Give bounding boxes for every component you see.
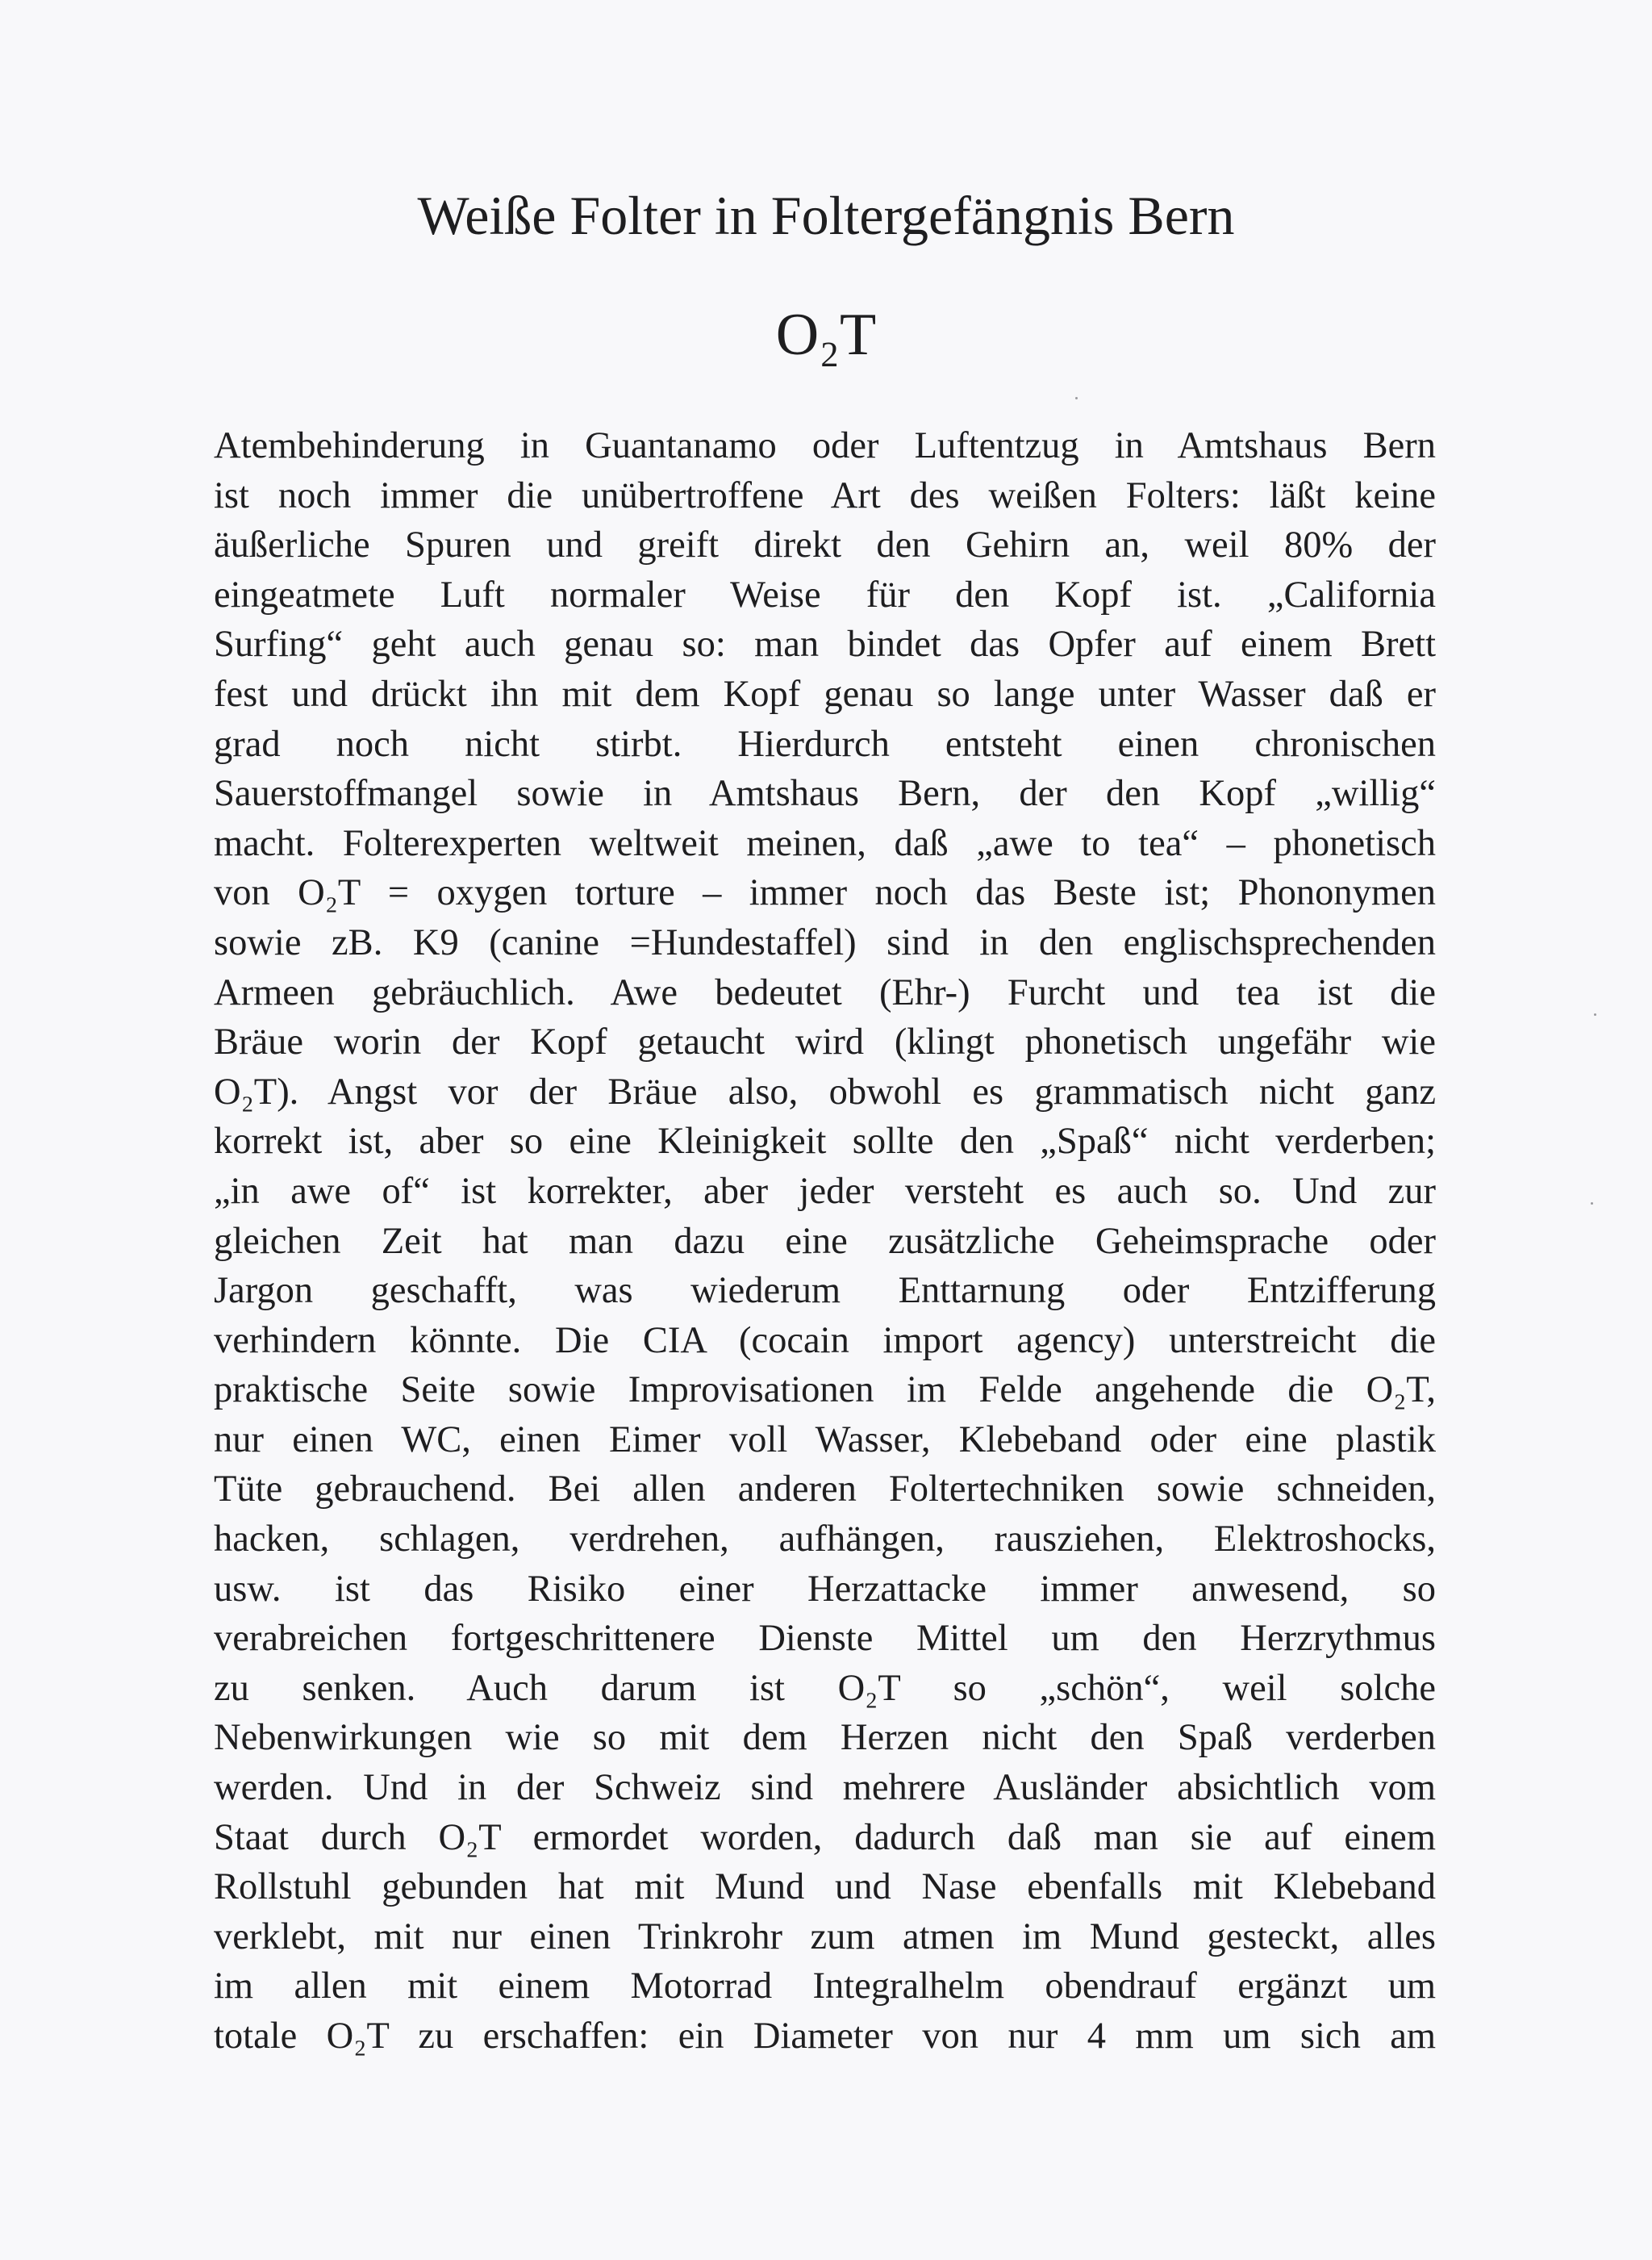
text-line: Jargon geschafft, was wiederum Enttarnung oder Entzifferung (214, 1270, 1436, 1312)
text-line: gleichen Zeit hat man dazu eine zusätzliche Geheimsprache oder (214, 1220, 1436, 1262)
text-line: Nebenwirkungen wie so mit dem Herzen nicht den Spaß verderben (214, 1717, 1436, 1759)
text-line: „in awe of“ ist korrekter, aber jeder versteht es auch so. Und zur (214, 1170, 1436, 1212)
text-line: von O₂T = oxygen torture – immer noch das Beste ist; Phononymen (214, 872, 1436, 914)
text-line: sowie zB. K9 (canine =Hundestaffel) sind in den englischsprechenden (214, 921, 1436, 963)
text-line: Sauerstoffmangel sowie in Amtshaus Bern, der den Kopf „willig“ (214, 773, 1436, 815)
text-line: verhindern könnte. Die CIA (cocain import agency) unterstreicht die (214, 1319, 1436, 1361)
text-line: Staat durch O₂T ermordet worden, dadurch daß man sie auf einem (214, 1816, 1436, 1858)
text-line: äußerliche Spuren und greift direkt den Gehirn an, weil 80% der (214, 524, 1436, 566)
text-line: fest und drückt ihn mit dem Kopf genau so lange unter Wasser daß er (214, 673, 1436, 715)
scan-speck (1591, 1202, 1593, 1205)
text-line: O₂T). Angst vor der Bräue also, obwohl es grammatisch nicht ganz (214, 1071, 1436, 1113)
body-paragraph (214, 421, 1436, 2062)
text-line: eingeatmete Luft normaler Weise für den Kopf ist. „California (214, 574, 1436, 616)
text-line: Bräue worin der Kopf getaucht wird (klingt phonetisch ungefähr wie (214, 1021, 1436, 1063)
text-line: Atembehinderung in Guantanamo oder Luftentzug in Amtshaus Bern (214, 425, 1436, 466)
text-line: Tüte gebrauchend. Bei allen anderen Foltertechniken sowie schneiden, (214, 1468, 1436, 1510)
scan-speck (1075, 397, 1078, 399)
text-line: grad noch nicht stirbt. Hierdurch entsteht einen chronischen (214, 723, 1436, 765)
text-line: Armeen gebräuchlich. Awe bedeutet (Ehr-) Furcht und tea ist die (214, 971, 1436, 1013)
text-line: zu senken. Auch darum ist O₂T so „schön“, weil solche (214, 1667, 1436, 1709)
document-title: Weiße Folter in Foltergefängnis Bern (417, 185, 1235, 246)
text-line: Surfing“ geht auch genau so: man bindet das Opfer auf einem Brett (214, 624, 1436, 666)
text-line: usw. ist das Risiko einer Herzattacke immer anwesend, so (214, 1568, 1436, 1610)
text-line: korrekt ist, aber so eine Kleinigkeit sollte den „Spaß“ nicht verderben; (214, 1121, 1436, 1163)
text-line: hacken, schlagen, verdrehen, aufhängen, rausziehen, Elektroshocks, (214, 1519, 1436, 1560)
text-line: im allen mit einem Motorrad Integralhelm obendrauf ergänzt um (214, 1965, 1436, 2007)
text-line: totale O₂T zu erschaffen: ein Diameter von nur 4 mm um sich am (214, 2016, 1436, 2057)
text-line: praktische Seite sowie Improvisationen im Felde angehende die O₂T, (214, 1369, 1436, 1411)
text-line: ist noch immer die unübertroffene Art des weißen Folters: läßt keine (214, 474, 1436, 516)
text-line: Rollstuhl gebunden hat mit Mund und Nase ebenfalls mit Klebeband (214, 1866, 1436, 1908)
text-line: verklebt, mit nur einen Trinkrohr zum atmen im Mund gesteckt, alles (214, 1915, 1436, 1957)
document-subtitle: O₂T (775, 302, 877, 368)
scan-speck (1594, 1013, 1596, 1016)
text-line: macht. Folterexperten weltweit meinen, daß „awe to tea“ – phonetisch (214, 822, 1436, 864)
text-line: nur einen WC, einen Eimer voll Wasser, Klebeband oder eine plastik (214, 1418, 1436, 1460)
text-line: werden. Und in der Schweiz sind mehrere Ausländer absichtlich vom (214, 1767, 1436, 1809)
text-line: verabreichen fortgeschrittenere Dienste Mittel um den Herzrythmus (214, 1618, 1436, 1660)
